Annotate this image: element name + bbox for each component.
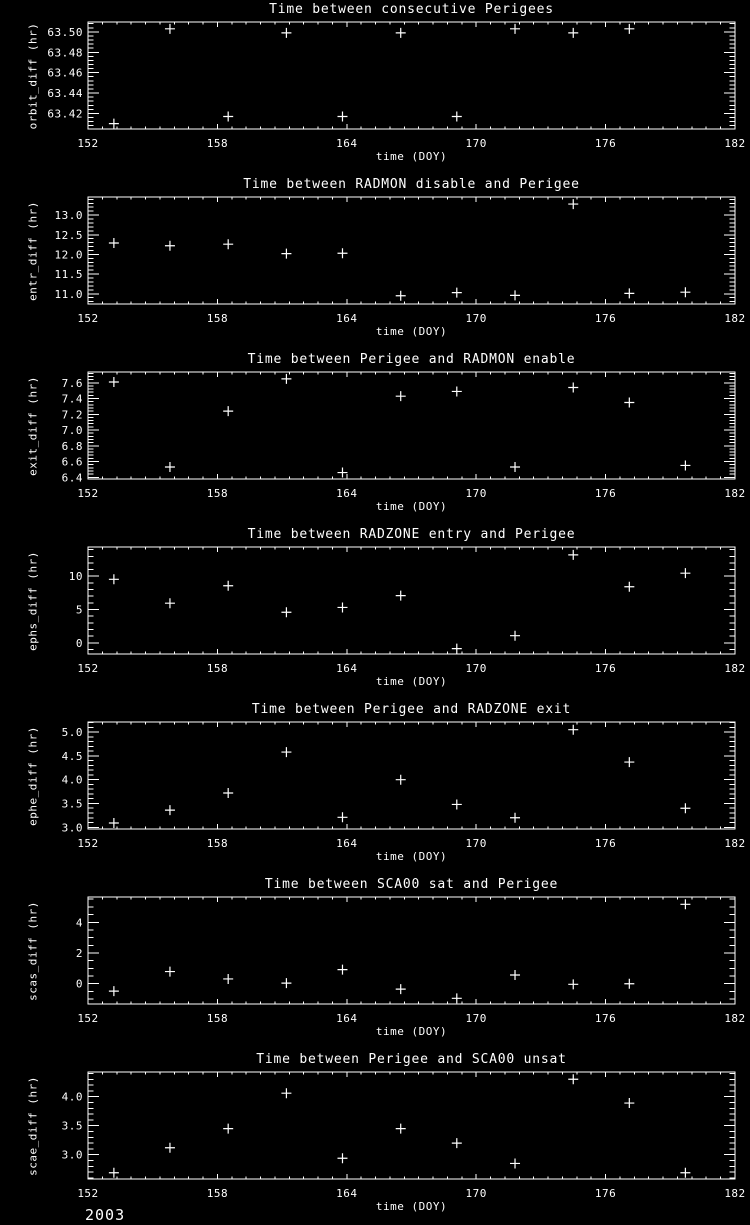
plot-canvas xyxy=(0,175,750,350)
svg-text:152: 152 xyxy=(77,837,99,850)
subplot-entr-diff xyxy=(0,175,750,350)
svg-text:170: 170 xyxy=(465,662,487,675)
svg-text:182: 182 xyxy=(724,137,746,150)
svg-text:6.8: 6.8 xyxy=(61,439,83,453)
tick-labels xyxy=(62,726,746,850)
chart-title: Time between SCA00 sat and Perigee xyxy=(264,877,559,892)
svg-text:164: 164 xyxy=(336,1187,358,1200)
svg-text:164: 164 xyxy=(336,837,358,850)
svg-text:170: 170 xyxy=(465,1012,487,1025)
svg-text:7.0: 7.0 xyxy=(61,424,83,438)
svg-text:2: 2 xyxy=(75,946,83,960)
y-axis-label: ephs_diff (hr) xyxy=(26,551,40,651)
svg-text:158: 158 xyxy=(206,137,229,150)
svg-text:6.6: 6.6 xyxy=(61,455,83,469)
svg-text:63.44: 63.44 xyxy=(47,87,83,101)
data-points xyxy=(109,1074,691,1177)
plot-canvas xyxy=(0,1050,750,1225)
svg-text:176: 176 xyxy=(594,312,617,325)
axis-frame xyxy=(88,372,735,479)
svg-text:164: 164 xyxy=(336,1012,358,1025)
svg-text:12.0: 12.0 xyxy=(54,248,83,262)
data-points xyxy=(109,199,691,301)
svg-text:3.0: 3.0 xyxy=(61,821,83,835)
svg-text:4.0: 4.0 xyxy=(61,1090,83,1104)
svg-text:63.42: 63.42 xyxy=(47,107,83,121)
svg-text:4: 4 xyxy=(75,916,83,930)
svg-text:170: 170 xyxy=(465,137,487,150)
plot-canvas xyxy=(0,0,750,175)
axis-frame xyxy=(88,22,735,129)
data-points xyxy=(109,24,634,129)
tick-labels xyxy=(47,26,745,150)
svg-text:152: 152 xyxy=(77,662,99,675)
subplot-ephe-diff xyxy=(0,700,750,875)
chart-title: Time between RADZONE entry and Perigee xyxy=(247,527,576,542)
svg-text:164: 164 xyxy=(336,312,358,325)
svg-text:176: 176 xyxy=(594,1012,617,1025)
svg-text:3.5: 3.5 xyxy=(61,1119,83,1133)
svg-text:10: 10 xyxy=(68,570,83,584)
svg-text:182: 182 xyxy=(724,1187,746,1200)
y-axis-label: entr_diff (hr) xyxy=(26,201,40,301)
svg-text:152: 152 xyxy=(77,137,99,150)
plot-canvas xyxy=(0,525,750,700)
svg-text:63.46: 63.46 xyxy=(47,66,83,80)
svg-text:3.0: 3.0 xyxy=(61,1148,83,1162)
svg-text:5: 5 xyxy=(75,603,83,617)
plot-canvas xyxy=(0,700,750,875)
svg-text:152: 152 xyxy=(77,312,99,325)
tick-labels xyxy=(62,1091,746,1200)
svg-text:158: 158 xyxy=(206,1187,229,1200)
svg-text:182: 182 xyxy=(724,1012,746,1025)
svg-text:5.0: 5.0 xyxy=(61,726,83,740)
svg-text:182: 182 xyxy=(724,662,746,675)
y-axis-label: orbit_diff (hr) xyxy=(26,22,40,130)
svg-text:11.5: 11.5 xyxy=(54,268,83,282)
axis-frame xyxy=(88,722,735,829)
data-points xyxy=(109,374,691,478)
svg-text:176: 176 xyxy=(594,662,617,675)
plot-canvas xyxy=(0,350,750,525)
svg-text:170: 170 xyxy=(465,487,487,500)
svg-text:152: 152 xyxy=(77,487,99,500)
svg-text:4.0: 4.0 xyxy=(61,773,83,787)
svg-text:164: 164 xyxy=(336,662,358,675)
y-axis-label: exit_diff (hr) xyxy=(26,376,40,476)
x-axis-label: time (DOY) xyxy=(375,325,448,338)
svg-text:6.4: 6.4 xyxy=(61,471,83,485)
data-points xyxy=(109,550,691,654)
y-axis-label: scas_diff (hr) xyxy=(26,901,40,1001)
tick-labels xyxy=(69,570,746,675)
svg-text:170: 170 xyxy=(465,837,487,850)
svg-text:176: 176 xyxy=(594,137,617,150)
subplot-scae-diff xyxy=(0,1050,750,1225)
svg-text:152: 152 xyxy=(77,1012,99,1025)
svg-text:170: 170 xyxy=(465,312,487,325)
data-points xyxy=(109,725,691,828)
svg-text:63.48: 63.48 xyxy=(47,46,83,60)
svg-text:158: 158 xyxy=(206,1012,229,1025)
x-axis-label: time (DOY) xyxy=(375,500,448,513)
svg-text:158: 158 xyxy=(206,662,229,675)
subplot-scas-diff xyxy=(0,875,750,1050)
svg-text:152: 152 xyxy=(77,1187,99,1200)
tick-labels xyxy=(76,916,746,1025)
axis-frame xyxy=(88,1072,735,1179)
svg-text:164: 164 xyxy=(336,487,358,500)
svg-text:7.6: 7.6 xyxy=(61,376,83,390)
x-axis-label: time (DOY) xyxy=(375,850,448,863)
svg-text:176: 176 xyxy=(594,1187,617,1200)
x-axis-label: time (DOY) xyxy=(375,1200,448,1213)
svg-text:182: 182 xyxy=(724,837,746,850)
chart-title: Time between RADMON disable and Perigee xyxy=(243,177,580,192)
subplot-ephs-diff xyxy=(0,525,750,700)
svg-text:3.5: 3.5 xyxy=(61,797,83,811)
chart-title: Time between Perigee and SCA00 unsat xyxy=(256,1052,567,1067)
svg-text:182: 182 xyxy=(724,487,746,500)
svg-text:4.5: 4.5 xyxy=(61,749,83,763)
svg-text:12.5: 12.5 xyxy=(54,228,83,242)
chart-title: Time between consecutive Perigees xyxy=(269,2,554,17)
axis-frame xyxy=(88,547,735,654)
tick-labels xyxy=(62,377,746,500)
subplot-exit-diff xyxy=(0,350,750,525)
chart-title: Time between Perigee and RADZONE exit xyxy=(251,702,572,717)
svg-text:164: 164 xyxy=(336,137,358,150)
data-points xyxy=(109,899,691,1003)
x-axis-label: time (DOY) xyxy=(375,150,448,163)
chart-title: Time between Perigee and RADMON enable xyxy=(247,352,576,367)
svg-text:0: 0 xyxy=(75,977,83,991)
subplot-orbit-diff xyxy=(0,0,750,175)
svg-text:176: 176 xyxy=(594,837,617,850)
axis-frame xyxy=(88,197,735,304)
svg-text:0: 0 xyxy=(75,636,83,650)
svg-text:182: 182 xyxy=(724,312,746,325)
svg-text:176: 176 xyxy=(594,487,617,500)
svg-text:158: 158 xyxy=(206,487,229,500)
y-axis-label: ephe_diff (hr) xyxy=(26,726,40,826)
svg-text:158: 158 xyxy=(206,312,229,325)
tick-labels xyxy=(55,209,746,325)
svg-text:7.4: 7.4 xyxy=(61,392,83,406)
svg-text:170: 170 xyxy=(465,1187,487,1200)
svg-text:7.2: 7.2 xyxy=(61,408,83,422)
x-axis-label: time (DOY) xyxy=(375,675,448,688)
svg-text:11.0: 11.0 xyxy=(54,287,83,301)
y-axis-label: scae_diff (hr) xyxy=(26,1076,40,1176)
x-axis-label: time (DOY) xyxy=(375,1025,448,1038)
plot-canvas xyxy=(0,875,750,1050)
svg-text:158: 158 xyxy=(206,837,229,850)
svg-text:63.50: 63.50 xyxy=(47,25,83,39)
year-label: 2003 xyxy=(85,1206,126,1224)
axis-frame xyxy=(88,897,735,1004)
svg-text:13.0: 13.0 xyxy=(54,209,83,223)
